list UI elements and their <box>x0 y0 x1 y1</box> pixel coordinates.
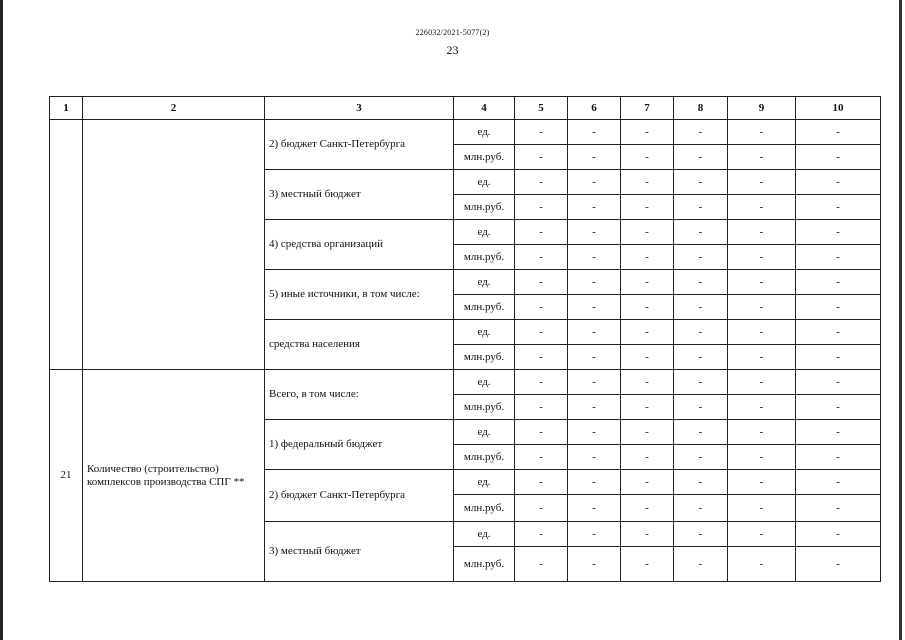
value-cell: - <box>796 270 881 295</box>
value-cell: - <box>674 370 728 395</box>
funding-source: 1) федеральный бюджет <box>265 420 454 470</box>
unit-cell: ед. <box>454 170 515 195</box>
value-cell: - <box>515 395 568 420</box>
value-cell: - <box>728 522 796 547</box>
value-cell: - <box>796 522 881 547</box>
value-cell: - <box>515 547 568 582</box>
value-cell: - <box>728 245 796 270</box>
value-cell: - <box>728 170 796 195</box>
column-header: 4 <box>454 97 515 120</box>
value-cell: - <box>621 145 674 170</box>
value-cell: - <box>796 395 881 420</box>
value-cell: - <box>674 220 728 245</box>
unit-cell: ед. <box>454 270 515 295</box>
value-cell: - <box>515 522 568 547</box>
column-header: 8 <box>674 97 728 120</box>
value-cell: - <box>728 220 796 245</box>
unit-cell: ед. <box>454 320 515 345</box>
value-cell: - <box>728 295 796 320</box>
column-header: 2 <box>83 97 265 120</box>
page-number: 23 <box>446 43 459 57</box>
value-cell: - <box>674 395 728 420</box>
value-cell: - <box>674 295 728 320</box>
value-cell: - <box>674 495 728 522</box>
value-cell: - <box>568 245 621 270</box>
value-cell: - <box>674 420 728 445</box>
indicator-name: Количество (строительство) комплексов производства СПГ ** <box>83 370 265 582</box>
funding-source: Всего, в том числе: <box>265 370 454 420</box>
value-cell: - <box>728 270 796 295</box>
value-cell: - <box>568 295 621 320</box>
value-cell: - <box>515 345 568 370</box>
value-cell: - <box>515 170 568 195</box>
funding-source: 4) средства организаций <box>265 220 454 270</box>
value-cell: - <box>621 270 674 295</box>
column-header: 1 <box>50 97 83 120</box>
value-cell: - <box>568 395 621 420</box>
value-cell: - <box>674 170 728 195</box>
value-cell: - <box>674 470 728 495</box>
value-cell: - <box>796 445 881 470</box>
table-header-row <box>50 97 881 120</box>
value-cell: - <box>568 120 621 145</box>
value-cell: - <box>728 120 796 145</box>
table-row <box>50 120 881 145</box>
table-row <box>50 370 881 395</box>
value-cell: - <box>728 420 796 445</box>
table-body <box>50 97 881 582</box>
value-cell: - <box>796 320 881 345</box>
value-cell: - <box>621 245 674 270</box>
value-cell: - <box>796 145 881 170</box>
value-cell: - <box>796 495 881 522</box>
value-cell: - <box>515 270 568 295</box>
row-number <box>50 120 83 370</box>
value-cell: - <box>568 220 621 245</box>
value-cell: - <box>515 295 568 320</box>
value-cell: - <box>568 320 621 345</box>
value-cell: - <box>568 445 621 470</box>
value-cell: - <box>515 145 568 170</box>
unit-cell: ед. <box>454 370 515 395</box>
value-cell: - <box>621 195 674 220</box>
value-cell: - <box>674 345 728 370</box>
value-cell: - <box>515 220 568 245</box>
value-cell: - <box>674 120 728 145</box>
value-cell: - <box>796 245 881 270</box>
value-cell: - <box>621 370 674 395</box>
value-cell: - <box>621 495 674 522</box>
scan-edge-left <box>0 0 3 640</box>
value-cell: - <box>568 547 621 582</box>
value-cell: - <box>728 445 796 470</box>
unit-cell: ед. <box>454 120 515 145</box>
column-header: 3 <box>265 97 454 120</box>
value-cell: - <box>621 522 674 547</box>
value-cell: - <box>515 195 568 220</box>
column-header: 7 <box>621 97 674 120</box>
value-cell: - <box>674 145 728 170</box>
value-cell: - <box>674 195 728 220</box>
unit-cell: ед. <box>454 522 515 547</box>
value-cell: - <box>621 445 674 470</box>
value-cell: - <box>796 420 881 445</box>
unit-cell: млн.руб. <box>454 295 515 320</box>
value-cell: - <box>796 345 881 370</box>
value-cell: - <box>621 170 674 195</box>
value-cell: - <box>796 220 881 245</box>
value-cell: - <box>796 470 881 495</box>
value-cell: - <box>568 195 621 220</box>
value-cell: - <box>728 547 796 582</box>
value-cell: - <box>728 495 796 522</box>
value-cell: - <box>515 470 568 495</box>
value-cell: - <box>568 495 621 522</box>
value-cell: - <box>568 170 621 195</box>
value-cell: - <box>674 547 728 582</box>
value-cell: - <box>728 320 796 345</box>
value-cell: - <box>621 295 674 320</box>
value-cell: - <box>621 547 674 582</box>
funding-source: средства населения <box>265 320 454 370</box>
unit-cell: млн.руб. <box>454 195 515 220</box>
funding-source: 3) местный бюджет <box>265 522 454 582</box>
value-cell: - <box>674 445 728 470</box>
value-cell: - <box>568 145 621 170</box>
value-cell: - <box>728 195 796 220</box>
value-cell: - <box>728 395 796 420</box>
unit-cell: млн.руб. <box>454 445 515 470</box>
value-cell: - <box>568 345 621 370</box>
value-cell: - <box>796 295 881 320</box>
funding-source: 5) иные источники, в том числе: <box>265 270 454 320</box>
value-cell: - <box>621 395 674 420</box>
value-cell: - <box>515 445 568 470</box>
value-cell: - <box>728 370 796 395</box>
unit-cell: млн.руб. <box>454 145 515 170</box>
value-cell: - <box>621 420 674 445</box>
row-number: 21 <box>50 370 83 582</box>
unit-cell: млн.руб. <box>454 495 515 522</box>
unit-cell: млн.руб. <box>454 345 515 370</box>
value-cell: - <box>568 522 621 547</box>
value-cell: - <box>796 120 881 145</box>
value-cell: - <box>674 522 728 547</box>
indicator-name <box>83 120 265 370</box>
value-cell: - <box>515 420 568 445</box>
unit-cell: ед. <box>454 470 515 495</box>
value-cell: - <box>621 470 674 495</box>
column-header: 5 <box>515 97 568 120</box>
column-header: 10 <box>796 97 881 120</box>
scan-edge-right <box>899 0 902 640</box>
data-table <box>49 96 881 582</box>
column-header: 6 <box>568 97 621 120</box>
value-cell: - <box>568 420 621 445</box>
unit-cell: млн.руб. <box>454 395 515 420</box>
unit-cell: ед. <box>454 420 515 445</box>
value-cell: - <box>621 320 674 345</box>
funding-source: 2) бюджет Санкт-Петербурга <box>265 120 454 170</box>
value-cell: - <box>674 320 728 345</box>
funding-source: 2) бюджет Санкт-Петербурга <box>265 470 454 522</box>
value-cell: - <box>621 345 674 370</box>
value-cell: - <box>621 120 674 145</box>
value-cell: - <box>515 370 568 395</box>
value-cell: - <box>621 220 674 245</box>
unit-cell: млн.руб. <box>454 547 515 582</box>
value-cell: - <box>568 470 621 495</box>
value-cell: - <box>796 195 881 220</box>
document-id: 226032/2021-5077(2) <box>415 28 490 37</box>
value-cell: - <box>674 270 728 295</box>
value-cell: - <box>796 547 881 582</box>
column-header: 9 <box>728 97 796 120</box>
value-cell: - <box>796 370 881 395</box>
value-cell: - <box>674 245 728 270</box>
value-cell: - <box>728 470 796 495</box>
unit-cell: ед. <box>454 220 515 245</box>
unit-cell: млн.руб. <box>454 245 515 270</box>
value-cell: - <box>515 245 568 270</box>
value-cell: - <box>515 320 568 345</box>
value-cell: - <box>568 270 621 295</box>
value-cell: - <box>568 370 621 395</box>
funding-source: 3) местный бюджет <box>265 170 454 220</box>
value-cell: - <box>728 345 796 370</box>
value-cell: - <box>728 145 796 170</box>
value-cell: - <box>515 495 568 522</box>
value-cell: - <box>796 170 881 195</box>
value-cell: - <box>515 120 568 145</box>
